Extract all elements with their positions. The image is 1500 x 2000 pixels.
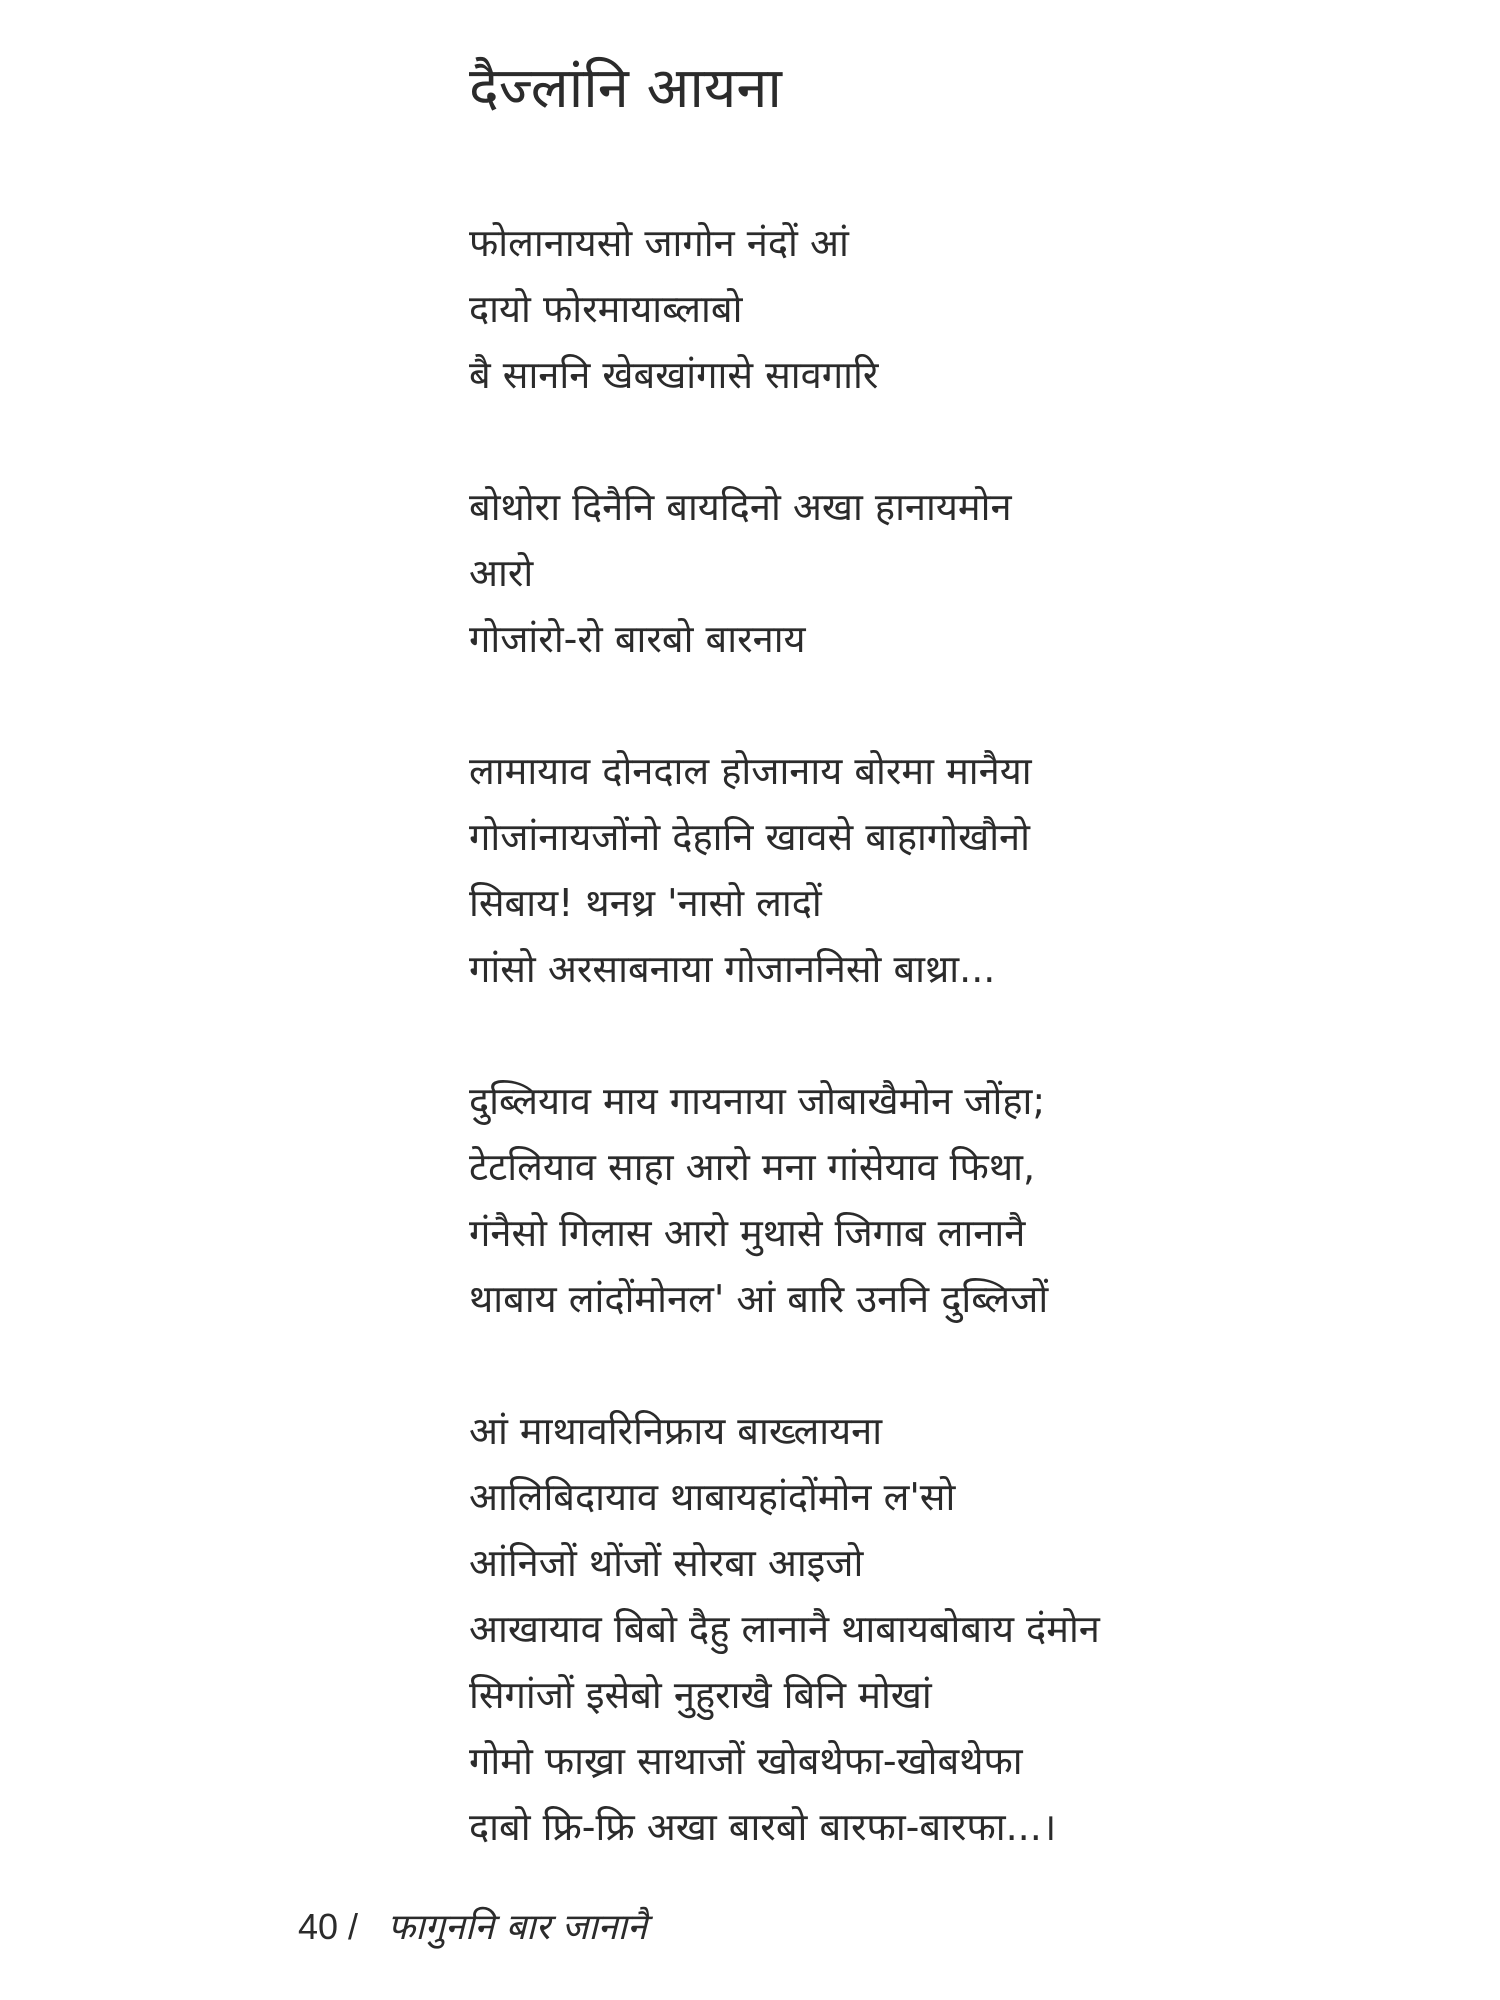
poem-line: आरो	[469, 551, 534, 595]
stanza-3	[469, 738, 1469, 1002]
poem-line: दुब्लियाव माय गायनाया जोबाखैमोन जोंहा;	[469, 1079, 1046, 1123]
stanza-5	[469, 1398, 1469, 1860]
poem-line: आंनिजों थोंजों सोरबा आइजो	[469, 1541, 864, 1585]
poem-line: लामायाव दोनदाल होजानाय बोरमा मानैया	[469, 749, 1032, 793]
page-footer	[298, 1905, 647, 1950]
poem-line: आं माथावरिनिफ्राय बाख्लायना	[469, 1409, 883, 1453]
poem-line: दायो फोरमायाब्लाबो	[469, 287, 743, 331]
poem-line: सिबाय! थनथ्र 'नासो लादों	[469, 881, 822, 925]
stanza-1	[469, 210, 1469, 408]
poem-line: आखायाव बिबो दैहु लानानै थाबायबोबाय दंमोन	[469, 1607, 1100, 1651]
poem-line: थाबाय लांदोंमोनल' आं बारि उननि दुब्लिजों	[469, 1277, 1049, 1321]
poem-line: फोलानायसो जागोन नंदों आं	[469, 221, 849, 265]
stanza-4	[469, 1068, 1469, 1332]
poem-line: गंनैसो गिलास आरो मुथासे जिगाब लानानै	[469, 1211, 1026, 1255]
poem-line: टेटलियाव साहा आरो मना गांसेयाव फिथा,	[469, 1145, 1036, 1189]
poem-line: आलिबिदायाव थाबायहांदोंमोन ल'सो	[469, 1475, 956, 1519]
poem-line: दाबो फ्रि-फ्रि अखा बारबो बारफा-बारफा...।	[469, 1805, 1057, 1849]
page-number: 40 /	[298, 1906, 359, 1947]
poem-title: दैज्लांनि आयना	[469, 56, 782, 121]
poem-line: गोमो फाख्रा साथाजों खोबथेफा-खोबथेफा	[469, 1739, 1023, 1783]
poem-line: गांसो अरसाबनाया गोजाननिसो बाथ्रा...	[469, 947, 996, 991]
poem-line: बै साननि खेबखांगासे सावगारि	[469, 353, 879, 397]
poem-line: गोजांनायजोंनो देहानि खावसे बाहागोखौनो	[469, 815, 1030, 859]
stanza-2	[469, 474, 1469, 672]
poem-line: बोथोरा दिनैनि बायदिनो अखा हानायमोन	[469, 485, 1012, 529]
poem-line: सिगांजों इसेबो नुहुराखै बिनि मोखां	[469, 1673, 932, 1717]
book-title: फागुननि बार जानानै	[387, 1907, 647, 1948]
poem-body	[469, 210, 1469, 1926]
poem-line: गोजांरो-रो बारबो बारनाय	[469, 617, 806, 661]
